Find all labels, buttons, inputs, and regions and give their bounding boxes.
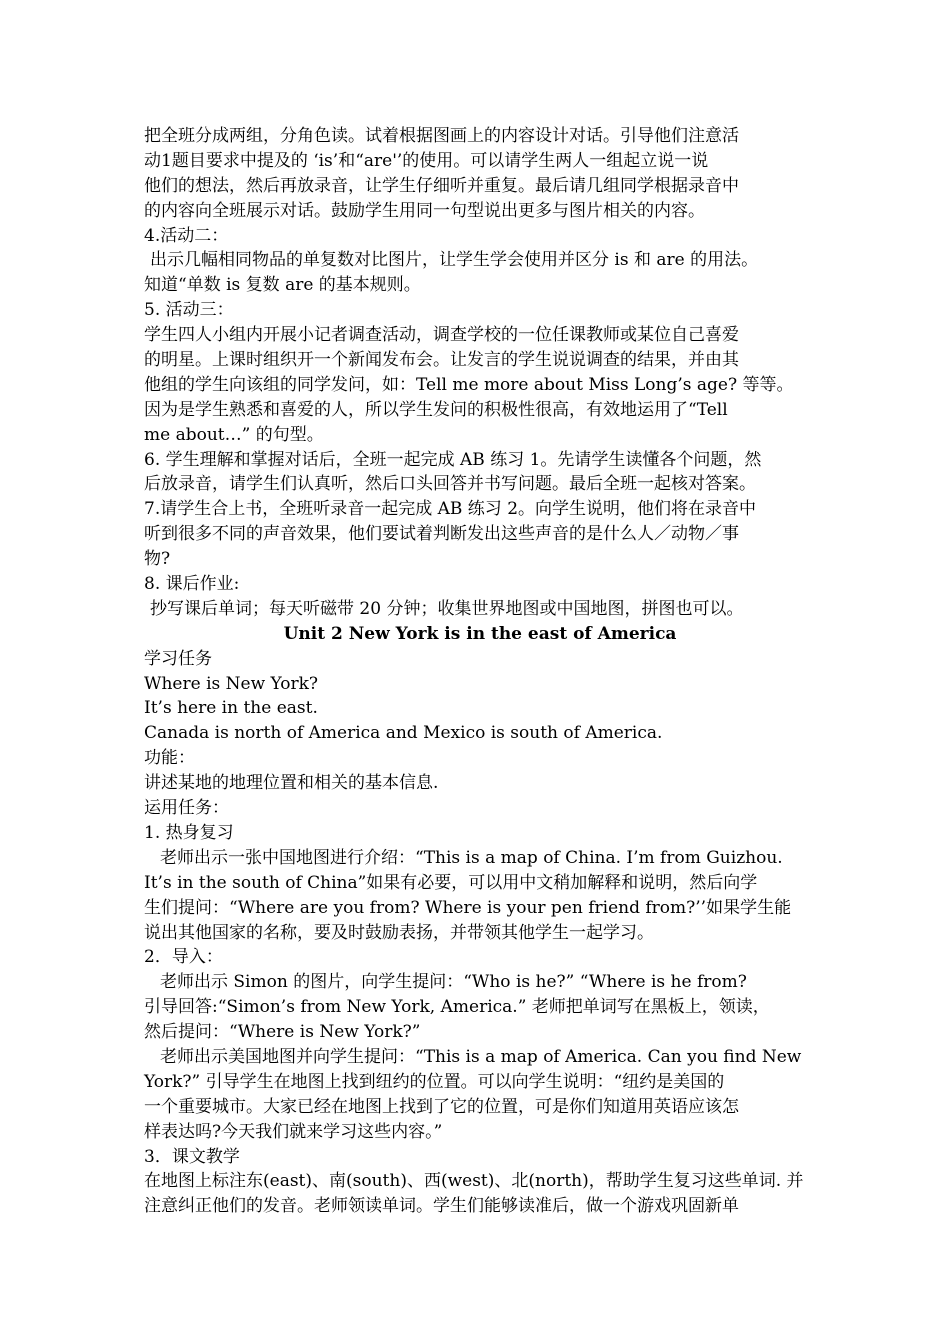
text-line: 物? bbox=[144, 549, 171, 570]
text-line: 注意纠正他们的发音。老师领读单词。学生们能够读准后，做一个游戏巩固新单 bbox=[144, 1196, 739, 1217]
text-line: 他组的学生向该组的同学发问，如：Tell me more about Miss Long’s age? 等等。 bbox=[144, 374, 794, 395]
text-line: 然后提问：“Where is New York?” bbox=[144, 1022, 421, 1043]
text-line: Canada is north of America and Mexico is south of America. bbox=[144, 723, 663, 744]
section-heading: 功能： bbox=[144, 748, 195, 769]
text-line: 在地图上标注东(east)、南(south)、西(west)、北(north)，帮助学生复习这些单词. 并 bbox=[144, 1171, 804, 1192]
text-line: 动1题目要求中提及的 ‘is’和“are'’的使用。可以请学生两人一组起立说一说 bbox=[144, 150, 709, 171]
unit-title: Unit 2 New York is in the east of America bbox=[283, 623, 677, 644]
text-line: 讲述某地的地理位置和相关的基本信息. bbox=[144, 773, 439, 794]
text-line: 老师出示 Simon 的图片，向学生提问：“Who is he?” “Where is he from? bbox=[160, 972, 747, 993]
text-line: 知道“单数 is 复数 are 的基本规则。 bbox=[144, 275, 421, 296]
text-line: 生们提问：“Where are you from? Where is your pen friend from?’’如果学生能 bbox=[144, 897, 792, 918]
section-heading: 5. 活动三： bbox=[144, 300, 234, 321]
text-line: Where is New York? bbox=[144, 673, 319, 694]
text-line: 一个重要城市。大家已经在地图上找到了它的位置，可是你们知道用英语应该怎 bbox=[144, 1096, 739, 1117]
text-line: 的明星。上课时组织开一个新闻发布会。让发言的学生说说调查的结果，并由其 bbox=[144, 350, 739, 371]
text-line: 因为是学生熟悉和喜爱的人，所以学生发问的积极性很高，有效地运用了“Tell bbox=[144, 399, 728, 420]
text-line: 老师出示一张中国地图进行介绍：“This is a map of China. I’m from Guizhou. bbox=[160, 847, 783, 868]
text-line: 出示几幅相同物品的单复数对比图片，让学生学会使用并区分 is 和 are 的用法。 bbox=[150, 250, 759, 271]
section-heading: 运用任务： bbox=[144, 798, 229, 819]
document-page bbox=[144, 124, 816, 1219]
text-line: It’s in the south of China”如果有必要，可以用中文稍加解释和说明，然后向学 bbox=[144, 872, 758, 893]
text-line: 学生四人小组内开展小记者调查活动，调查学校的一位任课教师或某位自己喜爱 bbox=[144, 325, 739, 346]
section-heading: 1. 热身复习 bbox=[144, 822, 234, 843]
section-heading: 3．课文教学 bbox=[144, 1146, 240, 1167]
text-line: 说出其他国家的名称，要及时鼓励表扬，并带领其他学生一起学习。 bbox=[144, 922, 654, 943]
text-line: 他们的想法，然后再放录音，让学生仔细听并重复。最后请几组同学根据录音中 bbox=[144, 175, 739, 196]
text-line: 后放录音，请学生们认真听，然后口头回答并书写问题。最后全班一起核对答案。 bbox=[144, 474, 756, 495]
text-line: 7.请学生合上书，全班听录音一起完成 AB 练习 2。向学生说明，他们将在录音中 bbox=[144, 499, 757, 520]
text-line: 6. 学生理解和掌握对话后，全班一起完成 AB 练习 1。先请学生读懂各个问题，然 bbox=[144, 449, 762, 470]
text-line: 抄写课后单词；每天听磁带 20 分钟；收集世界地图或中国地图，拼图也可以。 bbox=[150, 598, 744, 619]
text-line: 样表达吗?今天我们就来学习这些内容。” bbox=[144, 1121, 443, 1142]
text-line: It’s here in the east. bbox=[144, 698, 318, 719]
text-line: 的内容向全班展示对话。鼓励学生用同一句型说出更多与图片相关的内容。 bbox=[144, 200, 705, 221]
section-heading: 8. 课后作业: bbox=[144, 574, 240, 595]
text-line: 听到很多不同的声音效果，他们要试着判断发出这些声音的是什么人／动物／事 bbox=[144, 524, 739, 545]
text-line: 老师出示美国地图并向学生提问：“This is a map of America. Can you find New bbox=[160, 1046, 802, 1067]
section-heading: 2．导入： bbox=[144, 947, 223, 968]
text-line: 把全班分成两组，分角色读。试着根据图画上的内容设计对话。引导他们注意活 bbox=[144, 126, 739, 146]
text-line: 引导回答:“Simon’s from New York, America.” 老师把单词写在黑板上，领读， bbox=[144, 997, 770, 1018]
text-line: me about…” 的句型。 bbox=[144, 424, 324, 445]
section-heading: 4.活动二： bbox=[144, 225, 229, 246]
text-line: York?” 引导学生在地图上找到纽约的位置。可以向学生说明：“纽约是美国的 bbox=[144, 1071, 725, 1092]
section-heading: 学习任务 bbox=[144, 648, 212, 669]
